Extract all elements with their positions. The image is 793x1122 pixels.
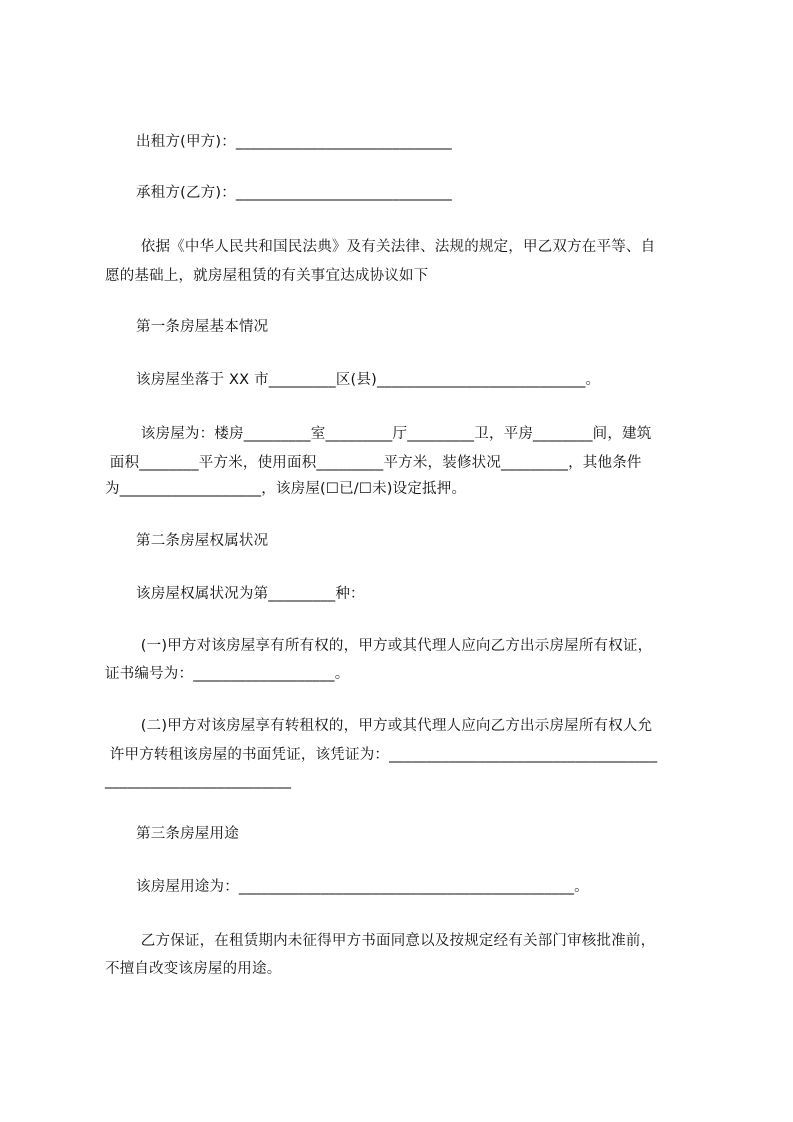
- property-details-line-3: 为___________________，该房屋(☐已/☐未)设定抵押。: [105, 481, 467, 497]
- lessor-line: 出租方(甲方)：_____________________________: [136, 134, 452, 150]
- ownership-option-2-line-2: 许甲方转租该房屋的书面凭证，该凭证为：____________________________________: [105, 747, 658, 763]
- intro-line-2: 愿的基础上，就房屋租赁的有关事宜达成协议如下: [105, 268, 429, 284]
- usage-guarantee-line-1: 乙方保证，在租赁期内未征得甲方书面同意以及按规定经有关部门审核批准前，: [136, 933, 656, 949]
- article-2-title: 第二条房屋权属状况: [136, 533, 269, 549]
- article-3-title: 第三条房屋用途: [136, 826, 239, 842]
- ownership-status: 该房屋权属状况为第_________种：: [136, 586, 365, 602]
- article-1-title: 第一条房屋基本情况: [136, 319, 269, 335]
- usage-guarantee-line-2: 不擅自改变该房屋的用途。: [105, 961, 282, 977]
- ownership-option-2-line-1: (二)甲方对该房屋享有转租权的，甲方或其代理人应向乙方出示房屋所有权人允: [136, 718, 653, 734]
- lessee-line: 承租方(乙方)：_____________________________: [136, 185, 452, 201]
- ownership-option-1-line-1: (一)甲方对该房屋享有所有权的，甲方或其代理人应向乙方出示房屋所有权证，: [136, 638, 653, 654]
- property-details-line-2: 面积________平方米，使用面积_________平方米，装修状况_________，其他条件: [105, 455, 642, 471]
- property-usage: 该房屋用途为：_____________________________________________。: [136, 879, 589, 895]
- property-location: 该房屋坐落于 XX 市_________区(县)____________________________。: [136, 372, 601, 388]
- ownership-option-1-line-2: 证书编号为：___________________。: [105, 666, 350, 682]
- ownership-option-2-line-3: _________________________: [105, 773, 292, 789]
- property-details-line-1: 该房屋为：楼房_________室_________厅_________卫，平房________间，建筑: [136, 426, 652, 442]
- intro-line-1: 依据《中华人民共和国民法典》及有关法律、法规的规定，甲乙双方在平等、自: [136, 239, 656, 255]
